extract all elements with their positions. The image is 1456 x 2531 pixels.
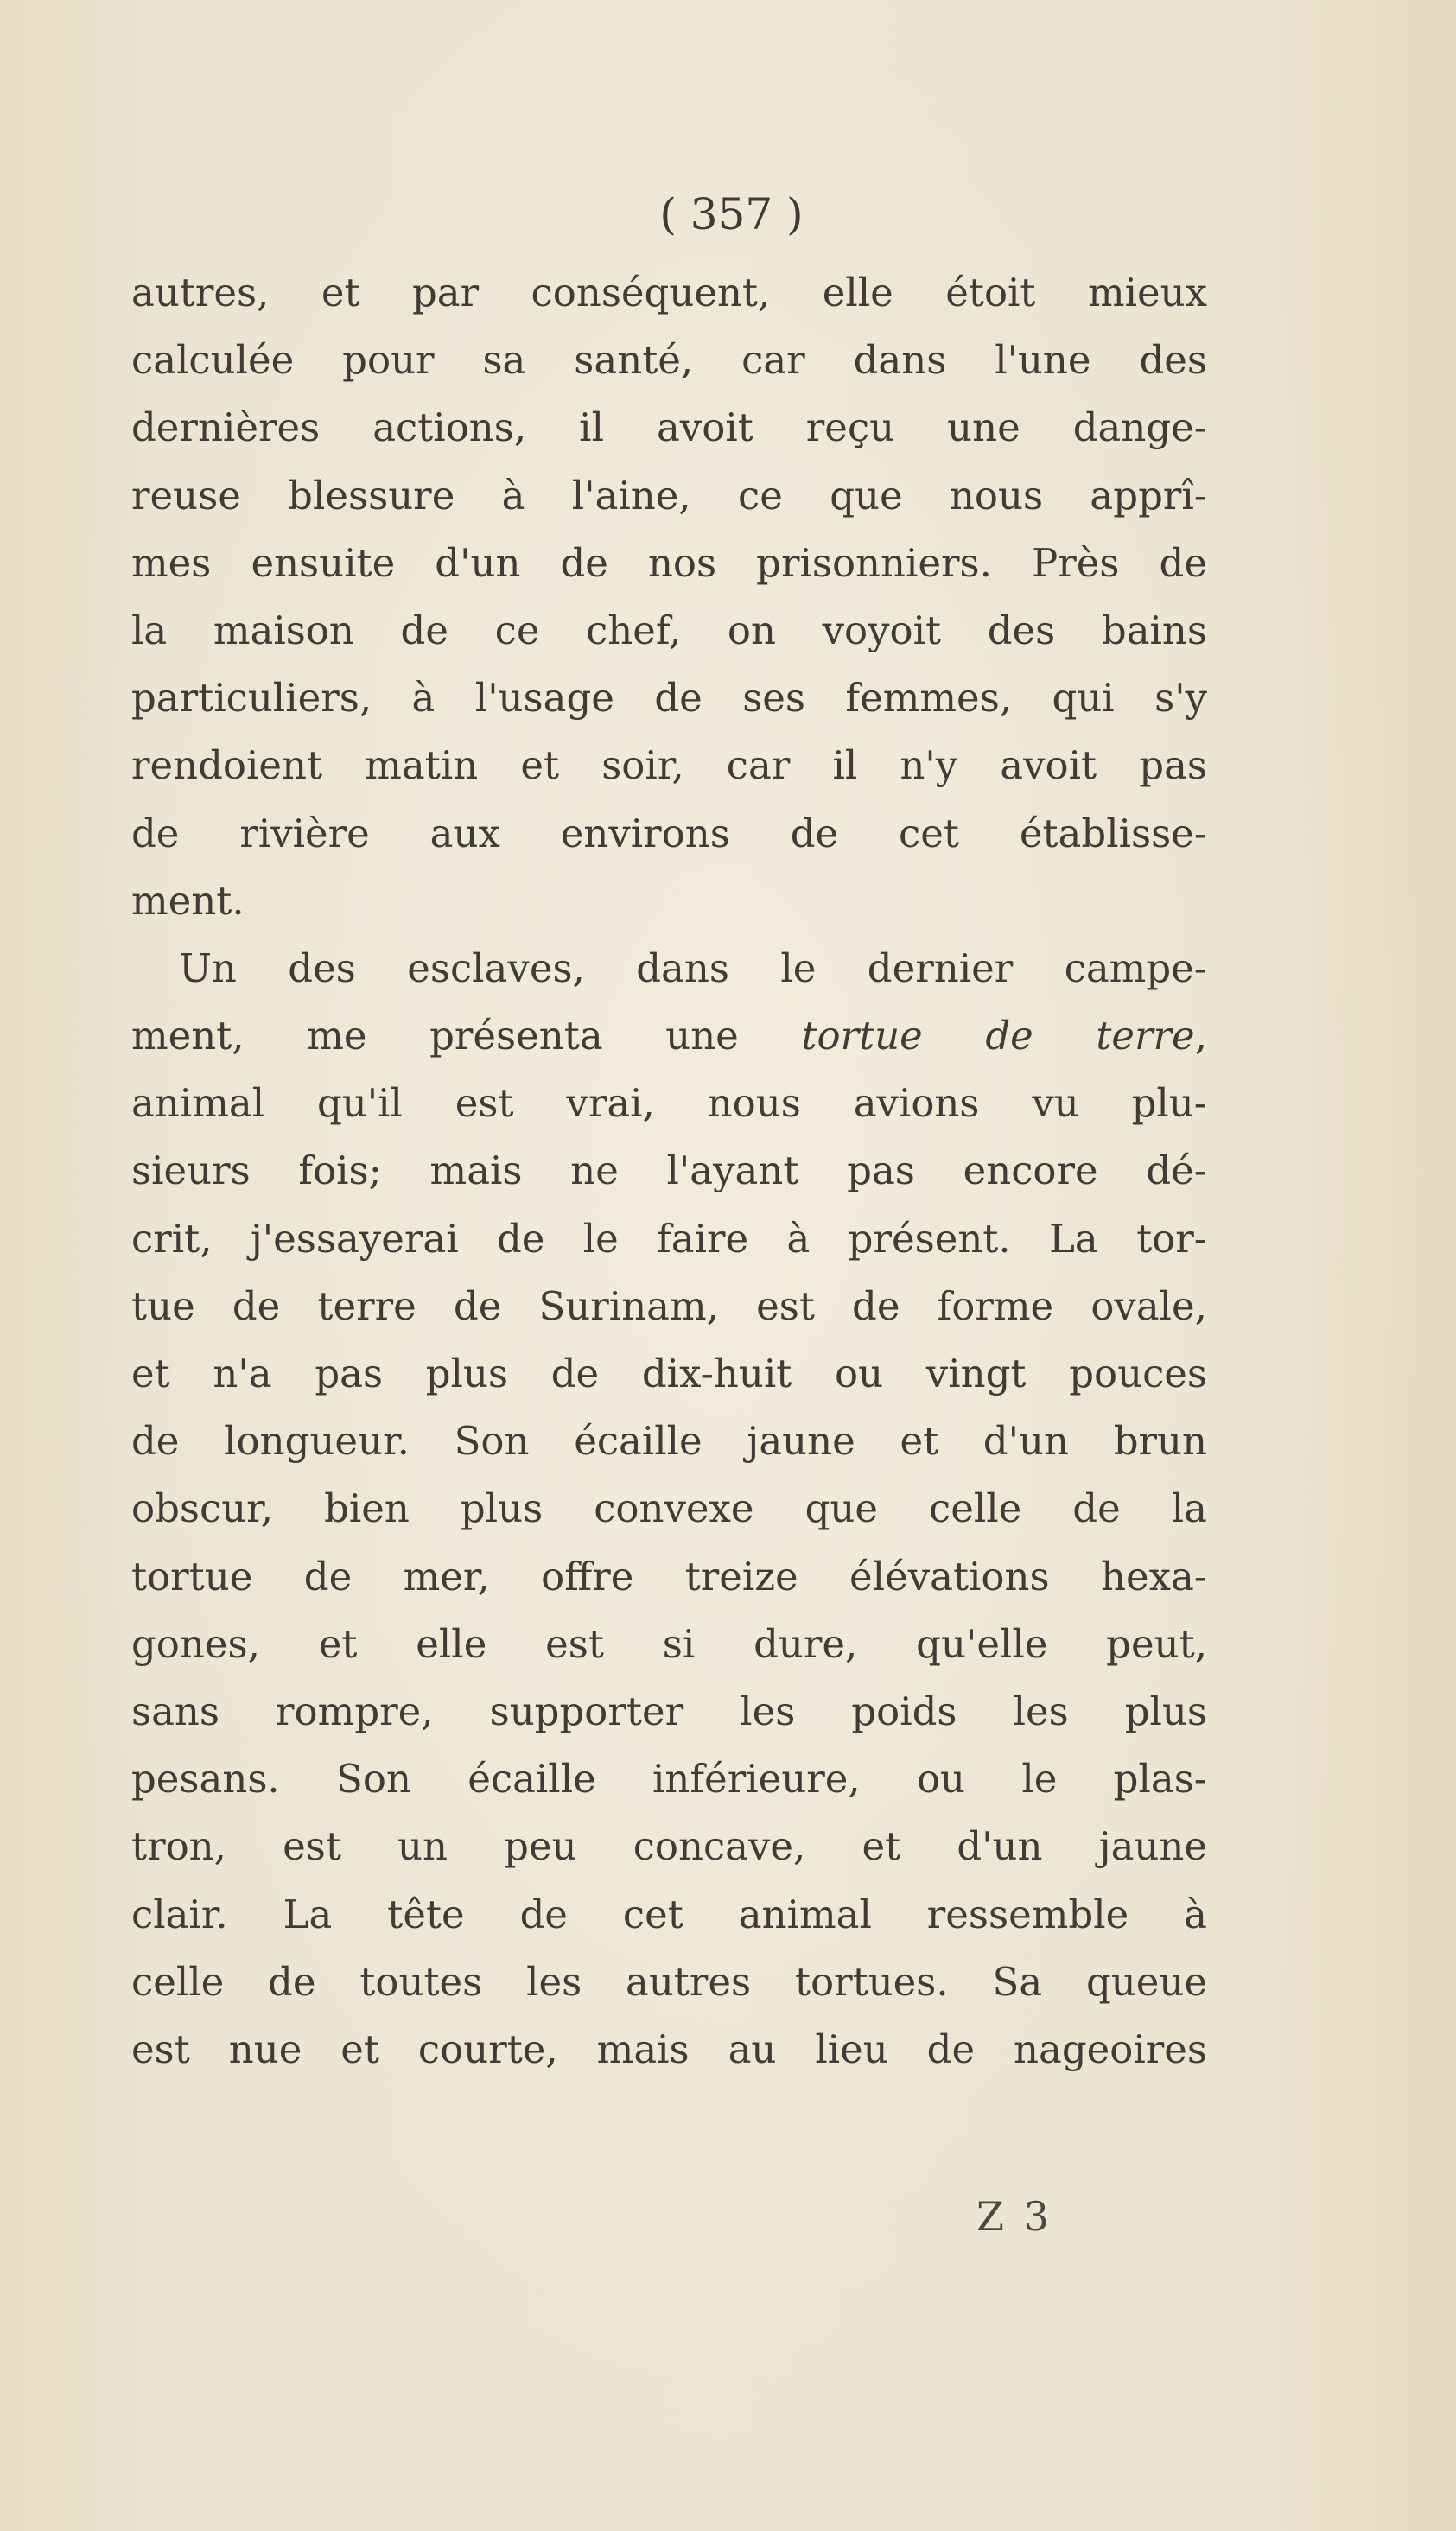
body-text — [131, 259, 1207, 2083]
page-number: ( 357 ) — [659, 189, 804, 239]
signature-mark: Z 3 — [976, 2193, 1052, 2240]
text-line: tron, est un peu concave, et d'un jaune — [131, 1823, 1207, 1870]
text-line: tortue de mer, offre treize élévations hexa- — [131, 1553, 1207, 1599]
text-line: est nue et courte, mais au lieu de nageoires — [131, 2025, 1207, 2072]
text-line: clair. La tête de cet animal ressemble à — [131, 1891, 1207, 1937]
text-line: particuliers, à l'usage de ses femmes, qui s'y — [131, 675, 1207, 722]
text-line: et n'a pas plus de dix-huit ou vingt pouces — [131, 1351, 1207, 1396]
italic-term: tortue de terre — [801, 1013, 1195, 1059]
text-line: dernières actions, il avoit reçu une dange- — [131, 404, 1207, 451]
text-line: obscur, bien plus convexe que celle de la — [131, 1485, 1207, 1532]
text-line: gones, et elle est si dure, qu'elle peut, — [131, 1620, 1207, 1667]
text-line: sieurs fois; mais ne l'ayant pas encore dé- — [131, 1148, 1207, 1194]
text-line: celle de toutes les autres tortues. Sa queue — [131, 1958, 1207, 2005]
text-line: mes ensuite d'un de nos prisonniers. Près de — [131, 539, 1207, 586]
text-line: calculée pour sa santé, car dans l'une des — [131, 337, 1207, 384]
text-line: pesans. Son écaille inférieure, ou le plas- — [131, 1756, 1207, 1803]
text-line-paragraph-start: Un des esclaves, dans le dernier campe- — [179, 944, 1207, 991]
text-line: autres, et par conséquent, elle étoit mieux — [131, 270, 1207, 315]
text-line: rendoient matin et soir, car il n'y avoit pas — [131, 742, 1207, 789]
text-line: reuse blessure à l'aine, ce que nous apprî- — [131, 472, 1207, 518]
text-line: sans rompre, supporter les poids les plus — [131, 1688, 1207, 1734]
text-segment: ment, me présenta une — [131, 1013, 802, 1059]
text-line: la maison de ce chef, on voyoit des bains — [131, 607, 1207, 653]
page-header — [0, 188, 1456, 240]
text-line: tue de terre de Surinam, est de forme ovale, — [131, 1282, 1207, 1329]
text-line: de rivière aux environs de cet établisse- — [131, 810, 1207, 856]
text-line — [131, 1002, 1207, 1070]
text-line: crit, j'essayerai de le faire à présent. La tor- — [131, 1215, 1207, 1262]
text-line: animal qu'il est vrai, nous avions vu plu- — [131, 1080, 1207, 1127]
text-segment: , — [1194, 1013, 1207, 1059]
text-line-paragraph-end: ment. — [131, 877, 245, 924]
text-line: de longueur. Son écaille jaune et d'un brun — [131, 1418, 1207, 1465]
